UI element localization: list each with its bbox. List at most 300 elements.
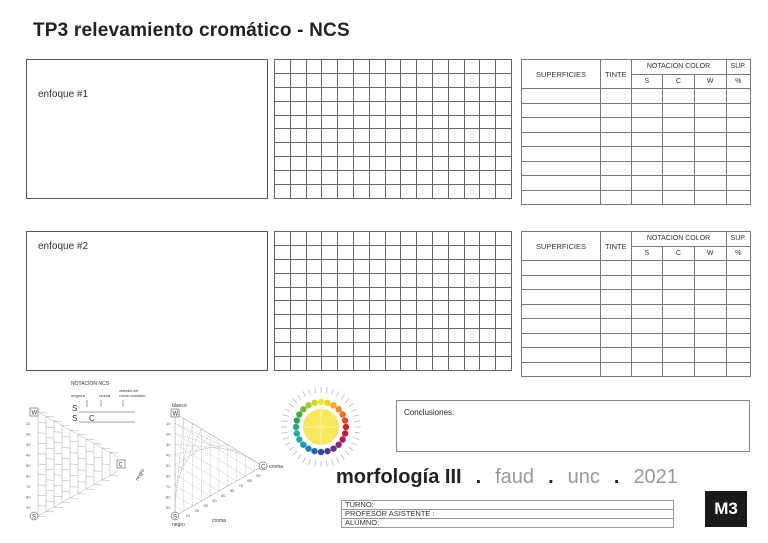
grid-cell: [338, 315, 354, 329]
ncs-croma-bottom: croma: [212, 518, 226, 524]
grid-cell: [338, 301, 354, 315]
table-cell[interactable]: [726, 118, 751, 133]
grid-cell: [290, 73, 306, 87]
grid-cell: [338, 87, 354, 101]
table-cell[interactable]: [663, 333, 695, 348]
table-cell[interactable]: [522, 304, 601, 319]
grid-cell: [464, 245, 480, 259]
turno-field[interactable]: TURNO:: [342, 501, 674, 510]
wheel-tick: [332, 459, 334, 465]
ncs-diag-tick: 70: [238, 483, 244, 488]
grid-cell: [417, 232, 433, 246]
wheel-dot: [339, 436, 345, 442]
grid-cell: [353, 315, 369, 329]
table-cell[interactable]: [663, 89, 695, 104]
grid-cell: [353, 357, 369, 371]
table-cell[interactable]: [726, 176, 751, 191]
table-cell[interactable]: [726, 304, 751, 319]
grid-cell: [290, 329, 306, 343]
table-cell[interactable]: [694, 333, 726, 348]
grid-cell: [385, 245, 401, 259]
table-cell[interactable]: [663, 304, 695, 319]
table-cell[interactable]: [522, 348, 601, 363]
grid-cell: [432, 129, 448, 143]
grid-cell: [385, 129, 401, 143]
grid-cell: [322, 315, 338, 329]
grid-cell: [385, 315, 401, 329]
surface-table-2: [521, 231, 751, 377]
grid-cell: [275, 87, 291, 101]
grid-cell: [401, 185, 417, 199]
table-row: [522, 261, 751, 276]
grid-cell: [448, 259, 464, 273]
grid-cell: [464, 143, 480, 157]
table-cell[interactable]: [601, 362, 631, 377]
table-cell[interactable]: [522, 261, 601, 276]
wheel-tick: [283, 438, 289, 440]
table-cell[interactable]: [522, 176, 601, 191]
grid-cell: [275, 60, 291, 74]
table-cell[interactable]: [726, 333, 751, 348]
ncs-scale-right: [166, 421, 261, 518]
grid-cell: [353, 171, 369, 185]
ncs-scale-tick: 50: [166, 463, 171, 468]
table-cell[interactable]: [601, 261, 631, 276]
grid-cell: [353, 329, 369, 343]
grid-cell: [322, 87, 338, 101]
table-cell[interactable]: [601, 132, 631, 147]
table-cell[interactable]: [631, 118, 663, 133]
wheel-tick: [285, 409, 290, 412]
grid-cell: [401, 101, 417, 115]
table-cell[interactable]: [694, 304, 726, 319]
grid-cell: [290, 101, 306, 115]
wheel-tick: [349, 447, 354, 451]
wheel-tick: [353, 415, 359, 417]
table-cell[interactable]: [601, 147, 631, 162]
table-cell[interactable]: [631, 147, 663, 162]
ncs-s1: S: [72, 404, 78, 413]
table-cell[interactable]: [601, 176, 631, 191]
grid-cell: [369, 245, 385, 259]
table-cell[interactable]: [601, 348, 631, 363]
grid-cell: [338, 287, 354, 301]
grid-cell: [290, 129, 306, 143]
table-row: [522, 176, 751, 191]
grid-cell: [306, 87, 322, 101]
wheel-dot: [318, 449, 324, 455]
grid-cell: [417, 287, 433, 301]
grid-2: [274, 231, 512, 371]
grid-cell: [290, 87, 306, 101]
table-cell[interactable]: [726, 147, 751, 162]
grid-cell: [369, 287, 385, 301]
table-cell[interactable]: [601, 290, 631, 305]
ncs-scale-tick: 10: [26, 421, 31, 426]
grid-cell: [385, 60, 401, 74]
brand-line: [336, 466, 678, 489]
grid-cell: [432, 115, 448, 129]
grid-cell: [369, 357, 385, 371]
brand-course: morfología III: [336, 466, 462, 488]
wheel-tick: [283, 415, 289, 417]
grid-cell: [417, 357, 433, 371]
grid-cell: [322, 143, 338, 157]
brand-faud: faud: [495, 466, 535, 488]
grid-cell: [385, 101, 401, 115]
grid-cell: [480, 357, 496, 371]
table-cell[interactable]: [522, 161, 601, 176]
grid-cell: [369, 87, 385, 101]
wheel-dot: [343, 424, 349, 430]
grid-cell: [464, 171, 480, 185]
grid-cell: [464, 273, 480, 287]
grid-cell: [369, 259, 385, 273]
ncs-c-right: C: [261, 464, 266, 471]
grid-cell: [322, 129, 338, 143]
ncs-croma-right: croma: [269, 464, 283, 470]
table-cell[interactable]: [694, 118, 726, 133]
table-cell[interactable]: [726, 348, 751, 363]
student-info-table: [341, 500, 674, 528]
col-s: S: [631, 246, 663, 261]
grid-cell: [385, 301, 401, 315]
grid-cell: [464, 287, 480, 301]
table-cell[interactable]: [601, 275, 631, 290]
grid-cell: [401, 259, 417, 273]
grid-cell: [322, 343, 338, 357]
ncs-scale-tick: 90: [26, 505, 31, 510]
grid-cell: [306, 357, 322, 371]
grid-cell: [464, 60, 480, 74]
table-cell[interactable]: [663, 348, 695, 363]
grid-cell: [432, 73, 448, 87]
wheel-tick: [289, 447, 294, 451]
table-cell[interactable]: [663, 132, 695, 147]
table-cell[interactable]: [631, 176, 663, 191]
grid-cell: [338, 101, 354, 115]
grid-cell: [432, 60, 448, 74]
table-cell[interactable]: [663, 275, 695, 290]
grid-cell: [353, 115, 369, 129]
table-cell[interactable]: [726, 103, 751, 118]
table-cell[interactable]: [663, 118, 695, 133]
grid-cell: [338, 357, 354, 371]
grid-cell: [385, 143, 401, 157]
table-cell[interactable]: [694, 89, 726, 104]
grid-cell: [338, 157, 354, 171]
profesor-field[interactable]: PROFESOR ASISTENTE :: [342, 510, 674, 519]
table-cell[interactable]: [631, 103, 663, 118]
ncs-scale-tick: 70: [166, 484, 171, 489]
grid-cell: [496, 329, 512, 343]
table-cell[interactable]: [726, 319, 751, 334]
table-cell[interactable]: [726, 89, 751, 104]
ncs-scale-tick: 80: [166, 494, 171, 500]
table-cell[interactable]: [726, 290, 751, 305]
ncs-s2: S: [72, 414, 78, 423]
table-cell[interactable]: [726, 190, 751, 205]
brand-sep-1: .: [475, 466, 482, 488]
grid-cell: [275, 259, 291, 273]
table-cell[interactable]: [663, 261, 695, 276]
ncs-scale-left: [26, 421, 31, 510]
grid-cell: [480, 115, 496, 129]
surface-table-1: [521, 59, 751, 205]
grid-cell: [432, 357, 448, 371]
grid-cell: [432, 315, 448, 329]
grid-cell: [306, 73, 322, 87]
grid-cell: [385, 157, 401, 171]
grid-cell: [448, 101, 464, 115]
table-cell[interactable]: [694, 161, 726, 176]
grid-cell: [496, 73, 512, 87]
grid-cell: [338, 273, 354, 287]
table-cell[interactable]: [663, 103, 695, 118]
grid-cell: [385, 357, 401, 371]
table-cell[interactable]: [663, 147, 695, 162]
table-cell[interactable]: [694, 132, 726, 147]
grid-cell: [480, 259, 496, 273]
wheel-tick: [293, 451, 297, 455]
wheel-tick: [293, 399, 297, 403]
grid-cell: [464, 73, 480, 87]
table-cell[interactable]: [601, 304, 631, 319]
grid-cell: [480, 315, 496, 329]
grid-cell: [464, 259, 480, 273]
grid-cell: [417, 60, 433, 74]
table-cell[interactable]: [694, 275, 726, 290]
grid-cell: [322, 232, 338, 246]
grid-cell: [290, 157, 306, 171]
table-cell[interactable]: [522, 290, 601, 305]
grid-cell: [275, 301, 291, 315]
table-cell[interactable]: [631, 132, 663, 147]
table-cell[interactable]: [631, 275, 663, 290]
table-cell[interactable]: [631, 190, 663, 205]
wheel-dot: [324, 448, 330, 454]
table-cell[interactable]: [631, 261, 663, 276]
table-cell[interactable]: [694, 290, 726, 305]
wheel-dot: [296, 411, 302, 417]
table-cell[interactable]: [522, 190, 601, 205]
ncs-scale-tick: 30: [166, 442, 171, 447]
wheel-dot: [339, 411, 345, 417]
table-cell[interactable]: [631, 319, 663, 334]
ncs-scale-tick: 50: [26, 463, 31, 468]
table-cell[interactable]: [631, 333, 663, 348]
table-cell[interactable]: [694, 261, 726, 276]
grid-cell: [275, 315, 291, 329]
grid-cell: [338, 329, 354, 343]
grid-cell: [306, 343, 322, 357]
table-cell[interactable]: [694, 176, 726, 191]
table-cell[interactable]: [601, 333, 631, 348]
table-cell[interactable]: [694, 319, 726, 334]
table-cell[interactable]: [663, 362, 695, 377]
grid-cell: [306, 259, 322, 273]
table-cell[interactable]: [726, 362, 751, 377]
grid-cell: [353, 301, 369, 315]
wheel-tick: [326, 461, 327, 467]
grid-cell: [322, 287, 338, 301]
grid-cell: [401, 60, 417, 74]
wheel-tick: [341, 395, 345, 400]
grid-cell: [290, 301, 306, 315]
grid-cell: [401, 143, 417, 157]
grid-cell: [369, 329, 385, 343]
grid-cell: [432, 101, 448, 115]
grid-cell: [385, 259, 401, 273]
table-cell[interactable]: [522, 89, 601, 104]
grid-cell: [417, 101, 433, 115]
table-cell[interactable]: [522, 103, 601, 118]
grid-cell: [353, 157, 369, 171]
table-cell[interactable]: [663, 319, 695, 334]
ncs-blanco: blanco: [172, 403, 187, 409]
table-cell[interactable]: [694, 348, 726, 363]
page-title: TP3 relevamiento cromático - NCS: [33, 20, 350, 41]
grid-cell: [401, 301, 417, 315]
table-cell[interactable]: [522, 275, 601, 290]
grid-cell: [401, 232, 417, 246]
grid-cell: [306, 185, 322, 199]
ncs-scale-tick: 10: [166, 421, 171, 426]
grid-cell: [275, 287, 291, 301]
grid-cell: [385, 171, 401, 185]
grid-cell: [417, 171, 433, 185]
ncs-triangle-right: [172, 411, 263, 516]
wheel-tick: [351, 442, 356, 445]
grid-cell: [432, 232, 448, 246]
col-tinte: TINTE: [601, 60, 631, 89]
ncs-circulo: círculo cromático: [119, 394, 146, 398]
grid-cell: [290, 171, 306, 185]
grid-cell: [480, 329, 496, 343]
grid-cell: [480, 60, 496, 74]
grid-cell: [290, 232, 306, 246]
table-cell[interactable]: [631, 290, 663, 305]
grid-cell: [290, 60, 306, 74]
grid-cell: [432, 245, 448, 259]
grid-cell: [464, 101, 480, 115]
table-cell[interactable]: [601, 190, 631, 205]
wheel-tick: [353, 438, 359, 440]
table-cell[interactable]: [726, 261, 751, 276]
table-cell[interactable]: [631, 161, 663, 176]
grid-cell: [275, 185, 291, 199]
table-cell[interactable]: [522, 333, 601, 348]
grid-cell: [496, 315, 512, 329]
wheel-tick: [336, 457, 339, 462]
grid-cell: [496, 87, 512, 101]
grid-cell: [480, 343, 496, 357]
table-cell[interactable]: [601, 89, 631, 104]
grid-cell: [290, 357, 306, 371]
table-row: [522, 362, 751, 377]
grid-cell: [322, 157, 338, 171]
table-cell[interactable]: [601, 319, 631, 334]
ncs-negrura: negrura: [71, 393, 85, 398]
grid-cell: [369, 115, 385, 129]
wheel-dot: [330, 402, 336, 408]
grid-cell: [369, 232, 385, 246]
alumno-field[interactable]: ALUMNO:: [342, 519, 674, 528]
grid-cell: [306, 115, 322, 129]
ncs-notation-diagram: [25, 378, 300, 528]
table-row: [522, 89, 751, 104]
wheel-tick: [315, 461, 316, 467]
table-cell[interactable]: [522, 132, 601, 147]
conclusiones-box[interactable]: [396, 400, 750, 452]
table-cell[interactable]: [631, 89, 663, 104]
ncs-diag-tick: 40: [212, 498, 217, 503]
grid-cell: [290, 315, 306, 329]
wheel-tick: [345, 451, 349, 455]
grid-cell: [432, 143, 448, 157]
table-cell[interactable]: [726, 132, 751, 147]
table-cell[interactable]: [694, 147, 726, 162]
table-cell[interactable]: [726, 275, 751, 290]
table-cell[interactable]: [663, 190, 695, 205]
table-cell[interactable]: [601, 161, 631, 176]
wheel-dot: [305, 402, 311, 408]
table-row: [522, 319, 751, 334]
table-cell[interactable]: [663, 290, 695, 305]
grid-cell: [417, 185, 433, 199]
grid-cell: [353, 129, 369, 143]
wheel-tick: [355, 421, 361, 422]
table-cell[interactable]: [694, 190, 726, 205]
table-cell[interactable]: [601, 103, 631, 118]
table-cell[interactable]: [694, 103, 726, 118]
grid-cell: [306, 171, 322, 185]
wheel-dot: [335, 406, 341, 412]
grid-cell: [480, 157, 496, 171]
table-cell[interactable]: [522, 362, 601, 377]
table-cell[interactable]: [522, 118, 601, 133]
grid-cell: [448, 315, 464, 329]
grid-cell: [275, 101, 291, 115]
table-cell[interactable]: [631, 362, 663, 377]
wheel-tick: [326, 387, 327, 393]
grid-cell: [353, 73, 369, 87]
table-cell[interactable]: [601, 118, 631, 133]
grid-cell: [369, 343, 385, 357]
col-c: C: [663, 246, 695, 261]
enfoque-1-label: enfoque #1: [38, 89, 89, 100]
ncs-w-left: W: [31, 410, 38, 417]
ncs-diag-tick: 80: [247, 478, 252, 483]
grid-cell: [385, 287, 401, 301]
table-cell[interactable]: [522, 147, 601, 162]
grid-cell: [338, 185, 354, 199]
table-cell[interactable]: [663, 176, 695, 191]
table-cell[interactable]: [726, 161, 751, 176]
grid-cell: [385, 87, 401, 101]
table-cell[interactable]: [663, 161, 695, 176]
grid-cell: [322, 115, 338, 129]
ncs-heading: NOTACION NCS: [71, 381, 109, 387]
wheel-tick: [351, 409, 356, 412]
grid-cell: [353, 60, 369, 74]
table-cell[interactable]: [631, 348, 663, 363]
table-row: [522, 161, 751, 176]
table-cell[interactable]: [522, 319, 601, 334]
table-cell[interactable]: [694, 362, 726, 377]
grid-cell: [417, 143, 433, 157]
table-cell[interactable]: [631, 304, 663, 319]
